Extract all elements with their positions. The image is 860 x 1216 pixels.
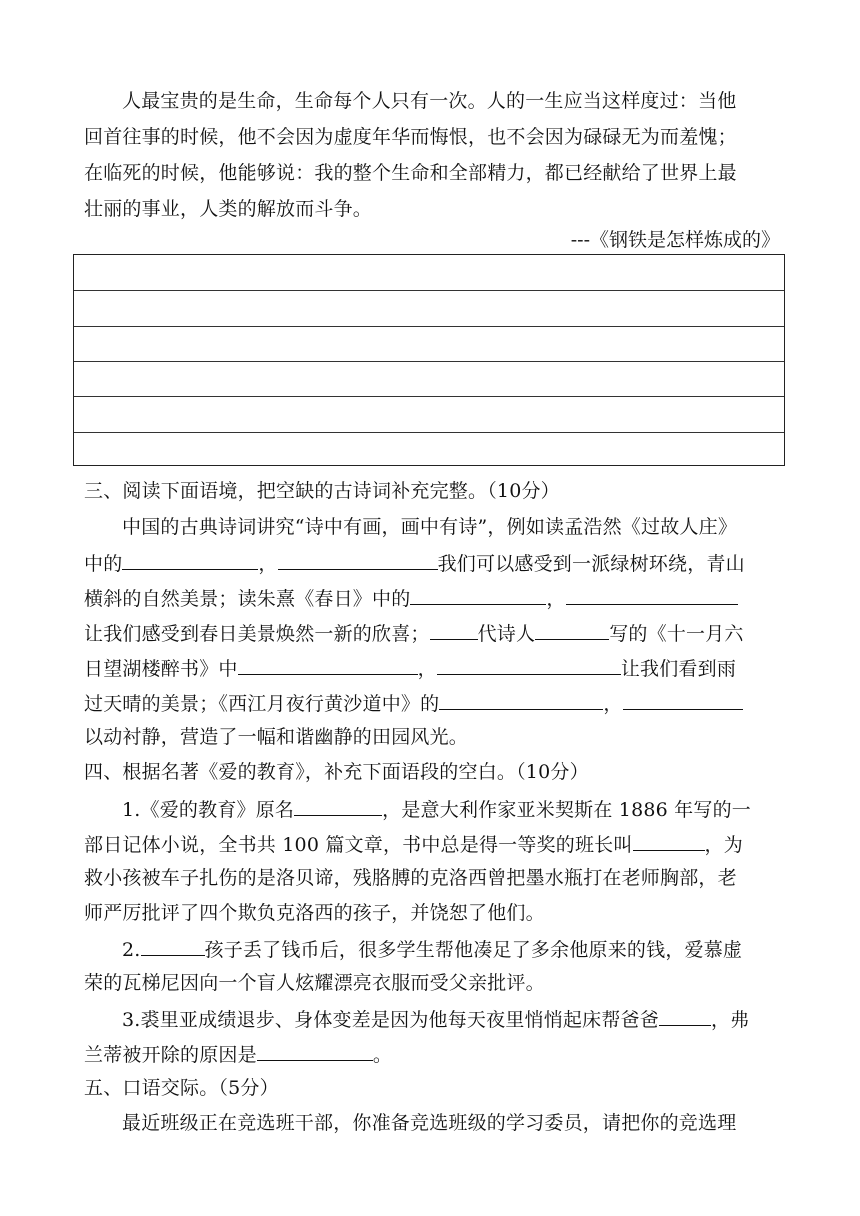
section3-text bbox=[84, 689, 743, 717]
text: 横斜的自然美景；读朱熹《春日》中的 bbox=[84, 588, 411, 610]
section4-text bbox=[122, 795, 751, 823]
answer-blank[interactable] bbox=[257, 1040, 373, 1061]
answer-blank[interactable] bbox=[410, 584, 546, 605]
section4-text: 师严厉批评了四个欺负克洛西的孩子，并饶恕了他们。 bbox=[84, 902, 545, 924]
section3-text bbox=[84, 619, 744, 647]
quote-line: 壮丽的事业，人类的解放而斗争。 bbox=[84, 198, 373, 220]
text: 写的《十一月六 bbox=[609, 623, 744, 645]
answer-blank[interactable] bbox=[659, 1005, 711, 1026]
text: 我们可以感受到一派绿树环绕，青山 bbox=[437, 553, 745, 575]
text: 中的 bbox=[84, 553, 123, 575]
answer-blank[interactable] bbox=[439, 689, 603, 710]
text: ， bbox=[546, 588, 566, 610]
section4-text bbox=[84, 830, 743, 858]
answer-blank[interactable] bbox=[430, 619, 478, 640]
text: 2. bbox=[122, 939, 141, 961]
answer-blank[interactable] bbox=[437, 654, 621, 675]
answer-blank[interactable] bbox=[566, 584, 738, 605]
section4-text bbox=[84, 1040, 392, 1068]
section3-title: 三、阅读下面语境，把空缺的古诗词补充完整。（10分） bbox=[84, 480, 560, 502]
text: ， bbox=[417, 658, 437, 680]
section3-text bbox=[84, 654, 736, 682]
quote-line: 回首往事的时候，他不会因为虚度年华而悔恨，也不会因为碌碌无为而羞愧； bbox=[84, 126, 737, 148]
answer-blank[interactable] bbox=[278, 549, 438, 570]
text: 孩子丢了钱币后，很多学生帮他凑足了多余他原来的钱，爱慕虚 bbox=[204, 939, 743, 961]
answer-blank[interactable] bbox=[623, 689, 743, 710]
section5-title: 五、口语交际。（5分） bbox=[84, 1077, 279, 1099]
answer-blank[interactable] bbox=[535, 619, 609, 640]
answer-blank[interactable] bbox=[294, 795, 382, 816]
text: ，为 bbox=[704, 834, 743, 856]
answer-blank[interactable] bbox=[122, 549, 258, 570]
writing-line bbox=[74, 326, 784, 327]
section4-text: 荣的瓦梯尼因向一个盲人炫耀漂亮衣服而受父亲批评。 bbox=[84, 972, 545, 994]
text: 3.裘里亚成绩退步、身体变差是因为他每天夜里悄悄起床帮爸爸 bbox=[122, 1009, 659, 1031]
section3-text bbox=[84, 584, 738, 612]
writing-line bbox=[74, 290, 784, 291]
text: 让我们感受到春日美景焕然一新的欣喜； bbox=[84, 623, 430, 645]
section3-text: 以动衬静，营造了一幅和谐幽静的田园风光。 bbox=[84, 726, 469, 748]
section5-text: 最近班级正在竞选班干部，你准备竞选班级的学习委员，请把你的竞选理 bbox=[122, 1112, 737, 1134]
section3-text: 中国的古典诗词讲究“诗中有画，画中有诗”，例如读孟浩然《过故人庄》 bbox=[122, 516, 738, 538]
text: 过天晴的美景；《西江月夜行黄沙道中》的 bbox=[84, 693, 440, 715]
text: 部日记体小说，全书共 100 篇文章，书中总是得一等奖的班长叫 bbox=[84, 834, 633, 856]
text: ，弗 bbox=[710, 1009, 750, 1031]
text: ，是意大利作家亚米契斯在 1886 年写的一 bbox=[382, 799, 751, 821]
answer-blank[interactable] bbox=[633, 830, 705, 851]
section4-title: 四、根据名著《爱的教育》，补充下面语段的空白。（10分） bbox=[84, 761, 589, 783]
quote-line: 人最宝贵的是生命，生命每个人只有一次。人的一生应当这样度过：当他 bbox=[122, 90, 737, 112]
text: ， bbox=[603, 693, 623, 715]
section4-text bbox=[122, 1005, 749, 1033]
text: 代诗人 bbox=[477, 623, 536, 645]
answer-blank[interactable] bbox=[141, 935, 205, 956]
writing-line bbox=[74, 396, 784, 397]
quote-source: ---《钢铁是怎样炼成的》 bbox=[570, 229, 780, 251]
text: 兰蒂被开除的原因是 bbox=[84, 1044, 257, 1066]
quote-line: 在临死的时候，他能够说：我的整个生命和全部精力，都已经献给了世界上最 bbox=[84, 162, 737, 184]
writing-line bbox=[74, 361, 784, 362]
answer-blank[interactable] bbox=[238, 654, 418, 675]
text: 让我们看到雨 bbox=[620, 658, 737, 680]
section4-text bbox=[122, 935, 742, 963]
writing-box[interactable] bbox=[73, 254, 785, 466]
text: 。 bbox=[372, 1044, 393, 1066]
text: ， bbox=[258, 553, 278, 575]
writing-line bbox=[74, 432, 784, 433]
section3-text bbox=[84, 549, 745, 577]
text: 1.《爱的教育》原名 bbox=[122, 799, 295, 821]
text: 日望湖楼醉书》中 bbox=[84, 658, 238, 680]
section4-text: 救小孩被车子扎伤的是洛贝谛，残胳膊的克洛西曾把墨水瓶打在老师胸部，老 bbox=[84, 867, 737, 889]
